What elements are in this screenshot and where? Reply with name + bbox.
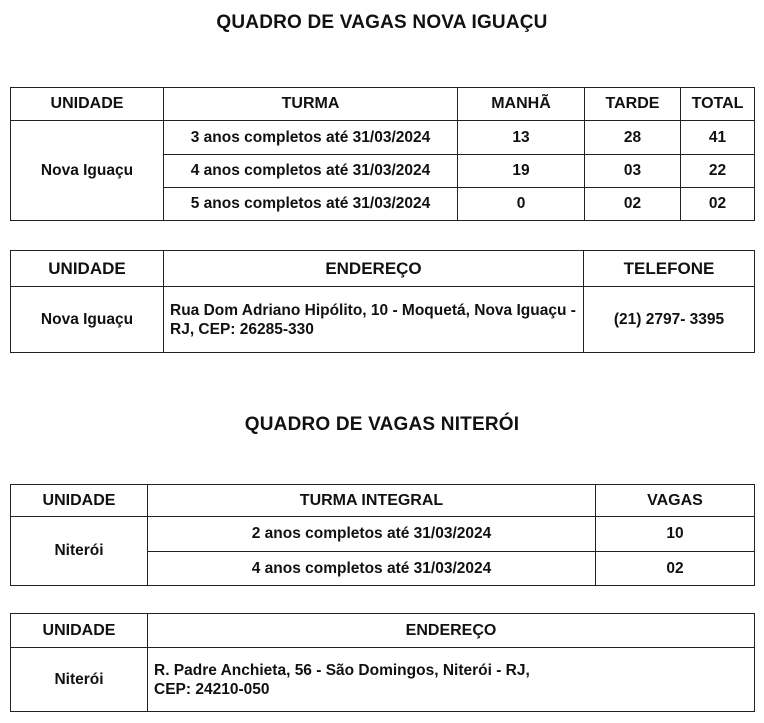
vagas-nova-iguacu-table [10,87,755,221]
title-nova-iguacu: QUADRO DE VAGAS NOVA IGUAÇU [216,12,548,33]
endereco-cell: Rua Dom Adriano Hipólito, 10 - Moquetá, Nova Iguaçu - RJ, CEP: 26285-330 [164,287,584,353]
header-unidade: UNIDADE [11,251,164,287]
tarde-cell: 02 [585,188,681,221]
table-header-row [11,485,755,517]
table-row [11,287,755,353]
unidade-cell: Nova Iguaçu [11,121,164,221]
turma-cell: 2 anos completos até 31/03/2024 [148,517,596,552]
header-unidade: UNIDADE [11,614,148,648]
table-header-row [11,614,755,648]
turma-cell: 4 anos completos até 31/03/2024 [164,155,458,188]
vagas-cell: 10 [596,517,755,552]
endereco-cell: R. Padre Anchieta, 56 - São Domingos, Niterói - RJ, CEP: 24210-050 [148,648,755,712]
table-header-row [11,88,755,121]
header-unidade: UNIDADE [11,88,164,121]
telefone-cell: (21) 2797- 3395 [584,287,755,353]
vagas-niteroi-table [10,484,755,586]
tarde-cell: 03 [585,155,681,188]
total-cell: 41 [681,121,755,155]
table-row [11,121,755,155]
turma-cell: 4 anos completos até 31/03/2024 [148,552,596,586]
title-niteroi: QUADRO DE VAGAS NITERÓI [244,414,520,435]
header-turma-integral: TURMA INTEGRAL [148,485,596,517]
unidade-cell: Niterói [11,517,148,586]
header-telefone: TELEFONE [584,251,755,287]
total-cell: 02 [681,188,755,221]
table-header-row [11,251,755,287]
endereco-nova-iguacu-table [10,250,755,353]
manha-cell: 13 [458,121,585,155]
manha-cell: 0 [458,188,585,221]
unidade-cell: Nova Iguaçu [11,287,164,353]
header-turma: TURMA [164,88,458,121]
unidade-cell: Niterói [11,648,148,712]
header-manha: MANHÃ [458,88,585,121]
header-endereco: ENDEREÇO [164,251,584,287]
header-unidade: UNIDADE [11,485,148,517]
total-cell: 22 [681,155,755,188]
tarde-cell: 28 [585,121,681,155]
table-row [11,648,755,712]
manha-cell: 19 [458,155,585,188]
header-total: TOTAL [681,88,755,121]
turma-cell: 5 anos completos até 31/03/2024 [164,188,458,221]
header-endereco: ENDEREÇO [148,614,755,648]
endereco-niteroi-table [10,613,755,712]
header-tarde: TARDE [585,88,681,121]
header-vagas: VAGAS [596,485,755,517]
vagas-cell: 02 [596,552,755,586]
table-row [11,517,755,552]
turma-cell: 3 anos completos até 31/03/2024 [164,121,458,155]
